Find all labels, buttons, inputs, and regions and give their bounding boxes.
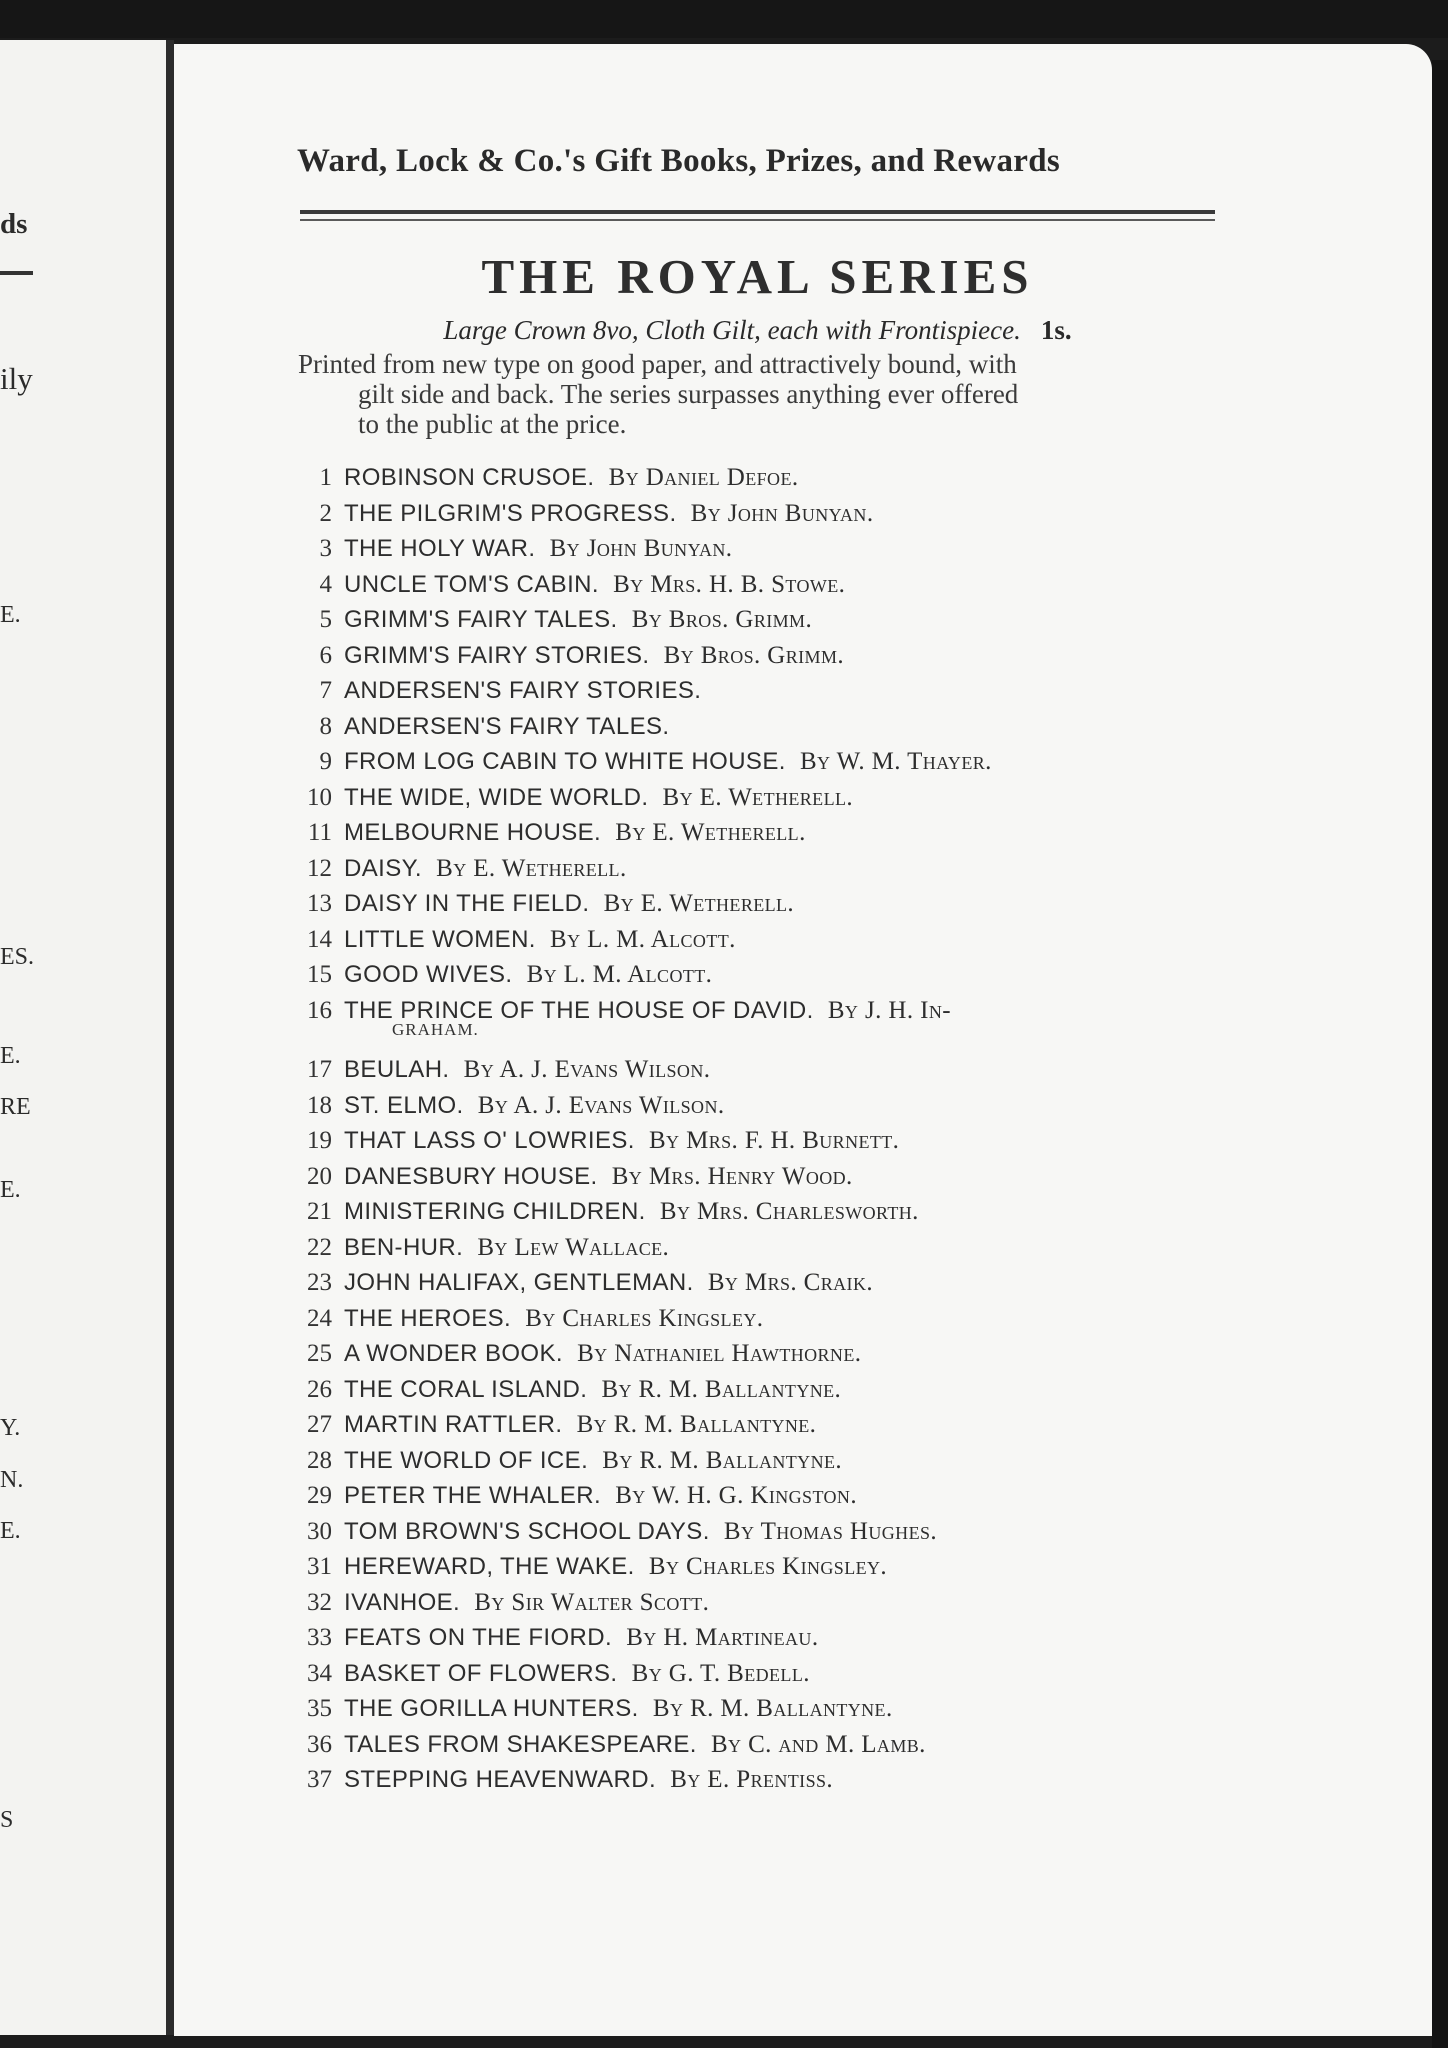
book-entry	[344, 1123, 899, 1159]
book-entry	[344, 638, 844, 674]
list-item	[296, 531, 1226, 567]
book-title: THE HOLY WAR.	[344, 535, 536, 562]
book-number: 23	[307, 1269, 332, 1296]
header-rule-thick	[300, 210, 1215, 214]
book-title: MARTIN RATTLER.	[344, 1411, 563, 1438]
book-entry	[344, 1585, 709, 1621]
book-author: By Daniel Defoe.	[608, 464, 799, 491]
book-author: By R. M. Ballantyne.	[576, 1411, 817, 1438]
book-title: IVANHOE.	[344, 1588, 461, 1616]
list-item	[296, 1123, 1226, 1159]
book-title: BEULAH.	[344, 1056, 450, 1083]
book-entry	[344, 709, 669, 745]
author-continuation: GRAHAM.	[392, 1020, 479, 1039]
book-entry	[344, 602, 812, 638]
left-page-fragment: E.	[0, 1043, 21, 1069]
list-item	[296, 1336, 1226, 1372]
list-item	[296, 1052, 1226, 1088]
book-title: ANDERSEN'S FAIRY STORIES.	[344, 677, 702, 704]
list-item	[296, 709, 1226, 745]
book-entry	[344, 1265, 873, 1301]
book-number: 24	[307, 1304, 332, 1332]
left-page-fragment: S	[0, 1807, 14, 1833]
book-number: 30	[307, 1517, 332, 1545]
book-author: By C. and M. Lamb.	[710, 1730, 926, 1758]
left-page-fragment: ily	[0, 361, 33, 396]
book-number: 27	[307, 1411, 332, 1438]
book-entry	[344, 780, 853, 816]
price: 1s.	[1040, 315, 1072, 345]
book-title: HEREWARD, THE WAKE.	[344, 1553, 635, 1580]
book-author: By H. Martineau.	[626, 1624, 819, 1651]
left-page-fragment: Y.	[0, 1415, 21, 1441]
list-item	[296, 1514, 1226, 1550]
book-author: By Mrs. F. H. Burnett.	[648, 1127, 900, 1154]
header-rule-thin	[300, 219, 1215, 221]
book-entry	[344, 1301, 763, 1337]
book-title: THAT LASS O' LOWRIES.	[344, 1127, 635, 1154]
book-number: 35	[307, 1695, 332, 1722]
book-entry	[344, 1407, 816, 1443]
scan-top-edge	[0, 0, 1448, 38]
list-item	[296, 1301, 1226, 1337]
list-item	[296, 1088, 1226, 1124]
book-author: By Charles Kingsley.	[648, 1553, 888, 1580]
book-author: By E. Prentiss.	[670, 1766, 834, 1793]
book-entry	[344, 1656, 810, 1692]
book-author: By Sir Walter Scott.	[474, 1588, 710, 1616]
book-title: BEN-HUR.	[344, 1233, 464, 1261]
description-line: Printed from new type on good paper, and attractively bound, with	[298, 349, 1017, 379]
book-author: By R. M. Ballantyne.	[601, 1375, 842, 1403]
format-line	[300, 315, 1215, 346]
book-author: By R. M. Ballantyne.	[602, 1446, 843, 1474]
running-head: Ward, Lock & Co.'s Gift Books, Prizes, and Rewards	[297, 143, 1061, 179]
book-author: By R. M. Ballantyne.	[652, 1695, 893, 1722]
description-line: gilt side and back. The series surpasses anything ever offered	[358, 379, 1019, 409]
book-title: ANDERSEN'S FAIRY TALES.	[344, 712, 670, 740]
list-item	[296, 886, 1226, 922]
left-page-fragment: ES.	[0, 944, 35, 970]
book-number: 8	[319, 712, 332, 740]
book-author: By Mrs. Henry Wood.	[611, 1162, 853, 1190]
book-entry	[344, 886, 794, 922]
book-author: By Lew Wallace.	[477, 1233, 670, 1261]
book-author: By W. M. Thayer.	[799, 748, 992, 775]
list-item	[296, 1478, 1226, 1514]
book-entry	[344, 1372, 841, 1408]
book-title: MELBOURNE HOUSE.	[344, 819, 602, 846]
book-entry	[344, 1159, 853, 1195]
book-title: THE PILGRIM'S PROGRESS.	[344, 499, 677, 527]
book-list	[296, 460, 1226, 1798]
book-entry	[344, 460, 799, 496]
book-author: By Charles Kingsley.	[525, 1304, 764, 1332]
book-entry	[344, 496, 873, 532]
list-item	[296, 1230, 1226, 1266]
list-item	[296, 744, 1226, 780]
left-page-fragment: E.	[0, 1518, 21, 1544]
book-title: BASKET OF FLOWERS.	[344, 1659, 618, 1687]
description-line: to the public at the price.	[358, 409, 627, 439]
list-item	[296, 922, 1226, 958]
book-author: By John Bunyan.	[549, 535, 733, 562]
list-item	[296, 851, 1226, 887]
book-gutter	[166, 40, 174, 2035]
book-author: By Mrs. H. B. Stowe.	[613, 570, 846, 598]
book-entry	[344, 567, 845, 603]
book-author: By E. Wetherell.	[662, 783, 854, 811]
book-number: 33	[307, 1624, 332, 1651]
list-item-continuation	[296, 1020, 1226, 1052]
book-entry	[344, 673, 701, 709]
book-author: By E. Wetherell.	[615, 819, 806, 846]
left-page-rule	[0, 271, 33, 275]
book-number: 9	[319, 748, 332, 775]
book-title: PETER THE WHALER.	[344, 1482, 602, 1509]
book-author: By Bros. Grimm.	[631, 606, 813, 633]
book-title: TALES FROM SHAKESPEARE.	[344, 1730, 697, 1758]
list-item	[296, 1620, 1226, 1656]
book-number: 25	[307, 1340, 332, 1367]
book-number: 22	[307, 1233, 332, 1261]
book-entry	[344, 1052, 710, 1088]
book-number: 1	[319, 464, 332, 491]
book-entry	[344, 851, 627, 887]
book-entry	[344, 957, 712, 993]
book-author: By A. J. Evans Wilson.	[463, 1056, 711, 1083]
book-title: JOHN HALIFAX, GENTLEMAN.	[344, 1269, 694, 1296]
book-title: DAISY IN THE FIELD.	[344, 890, 590, 917]
book-number: 10	[307, 783, 332, 811]
book-entry	[344, 1194, 919, 1230]
book-title: THE HEROES.	[344, 1304, 512, 1332]
book-entry	[344, 1514, 937, 1550]
list-item	[296, 815, 1226, 851]
series-description	[298, 349, 1218, 439]
list-item	[296, 1549, 1226, 1585]
book-number: 26	[307, 1375, 332, 1403]
book-entry	[344, 1336, 861, 1372]
book-title: DANESBURY HOUSE.	[344, 1162, 598, 1190]
book-author: By L. M. Alcott.	[550, 925, 736, 953]
book-number: 37	[307, 1766, 332, 1793]
book-author: By Nathaniel Hawthorne.	[577, 1340, 862, 1367]
left-page-fragment: N.	[0, 1467, 24, 1493]
book-number: 5	[319, 606, 332, 633]
scan-right-edge	[1432, 60, 1448, 2048]
book-number: 29	[307, 1482, 332, 1509]
book-number: 20	[307, 1162, 332, 1190]
book-title: MINISTERING CHILDREN.	[344, 1198, 646, 1225]
list-item	[296, 567, 1226, 603]
book-title: GRIMM'S FAIRY STORIES.	[344, 641, 650, 669]
book-title: LITTLE WOMEN.	[344, 925, 536, 953]
book-title: THE CORAL ISLAND.	[344, 1375, 588, 1403]
book-entry	[344, 744, 992, 780]
book-entry	[344, 1088, 725, 1124]
book-title: UNCLE TOM'S CABIN.	[344, 570, 599, 598]
book-title: GOOD WIVES.	[344, 961, 513, 988]
book-number: 2	[319, 499, 332, 527]
left-page-fragment: E.	[0, 1177, 21, 1203]
list-item	[296, 673, 1226, 709]
book-number: 7	[319, 677, 332, 704]
book-author: By John Bunyan.	[690, 499, 874, 527]
book-entry	[344, 1230, 669, 1266]
book-number: 31	[307, 1553, 332, 1580]
book-number: 11	[307, 819, 332, 846]
list-item	[296, 1407, 1226, 1443]
book-entry	[344, 1443, 842, 1479]
book-number: 28	[307, 1446, 332, 1474]
book-number: 18	[307, 1091, 332, 1119]
book-number: 34	[307, 1659, 332, 1687]
book-number: 12	[307, 854, 332, 882]
book-author: By Mrs. Craik.	[707, 1269, 874, 1296]
book-title: GRIMM'S FAIRY TALES.	[344, 606, 618, 633]
book-entry	[344, 1727, 926, 1763]
list-item	[296, 1656, 1226, 1692]
book-author: By A. J. Evans Wilson.	[477, 1091, 725, 1119]
book-entry	[344, 922, 736, 958]
book-entry	[344, 1762, 833, 1798]
book-title: STEPPING HEAVENWARD.	[344, 1766, 657, 1793]
book-title: THE PRINCE OF THE HOUSE OF DAVID.	[344, 996, 814, 1024]
book-number: 15	[307, 961, 332, 988]
list-item	[296, 638, 1226, 674]
series-title: THE ROYAL SERIES	[481, 249, 1034, 304]
book-title: ROBINSON CRUSOE.	[344, 464, 595, 491]
list-item	[296, 780, 1226, 816]
format-description: Large Crown 8vo, Cloth Gilt, each with Frontispiece.	[443, 315, 1021, 345]
book-entry	[344, 1620, 818, 1656]
book-author: By G. T. Bedell.	[631, 1659, 810, 1687]
book-author: By E. Wetherell.	[436, 854, 627, 882]
list-item	[296, 1585, 1226, 1621]
list-item	[296, 1265, 1226, 1301]
book-number: 14	[307, 925, 332, 953]
book-author: By Bros. Grimm.	[663, 641, 845, 669]
book-number: 19	[307, 1127, 332, 1154]
left-page-fragment: RE	[0, 1094, 31, 1120]
book-title: A WONDER BOOK.	[344, 1340, 563, 1367]
book-entry	[344, 1691, 893, 1727]
book-title: THE WORLD OF ICE.	[344, 1446, 589, 1474]
book-number: 17	[307, 1056, 332, 1083]
book-number: 32	[307, 1588, 332, 1616]
book-entry	[344, 1549, 887, 1585]
book-author: By Mrs. Charlesworth.	[659, 1198, 919, 1225]
list-item	[296, 1727, 1226, 1763]
book-number: 16	[307, 996, 332, 1024]
book-title: THE WIDE, WIDE WORLD.	[344, 783, 649, 811]
list-item	[296, 1762, 1226, 1798]
left-page-fragment: ds	[0, 208, 28, 240]
list-item	[296, 460, 1226, 496]
list-item	[296, 1372, 1226, 1408]
book-title: DAISY.	[344, 854, 422, 882]
list-item	[296, 1194, 1226, 1230]
book-title: FEATS ON THE FIORD.	[344, 1624, 613, 1651]
book-entry	[344, 531, 732, 567]
book-author: By W. H. G. Kingston.	[615, 1482, 857, 1509]
list-item	[296, 496, 1226, 532]
book-entry	[344, 815, 806, 851]
list-item	[296, 602, 1226, 638]
book-author: By E. Wetherell.	[603, 890, 795, 917]
book-number: 6	[319, 641, 332, 669]
book-author: By Thomas Hughes.	[723, 1517, 938, 1545]
book-entry	[344, 1478, 857, 1514]
left-page	[0, 40, 166, 2035]
book-title: ST. ELMO.	[344, 1091, 464, 1119]
book-title: TOM BROWN'S SCHOOL DAYS.	[344, 1517, 710, 1545]
list-item	[296, 1691, 1226, 1727]
list-item	[296, 957, 1226, 993]
book-number: 4	[319, 570, 332, 598]
book-number: 3	[319, 535, 332, 562]
left-page-fragment: E.	[0, 602, 21, 628]
book-title: FROM LOG CABIN TO WHITE HOUSE.	[344, 748, 786, 775]
book-number: 21	[307, 1198, 332, 1225]
book-title: THE GORILLA HUNTERS.	[344, 1695, 639, 1722]
book-number: 36	[307, 1730, 332, 1758]
list-item	[296, 1159, 1226, 1195]
list-item	[296, 1443, 1226, 1479]
book-author: By L. M. Alcott.	[526, 961, 713, 988]
book-author: By J. H. In-	[827, 996, 952, 1024]
book-number: 13	[307, 890, 332, 917]
